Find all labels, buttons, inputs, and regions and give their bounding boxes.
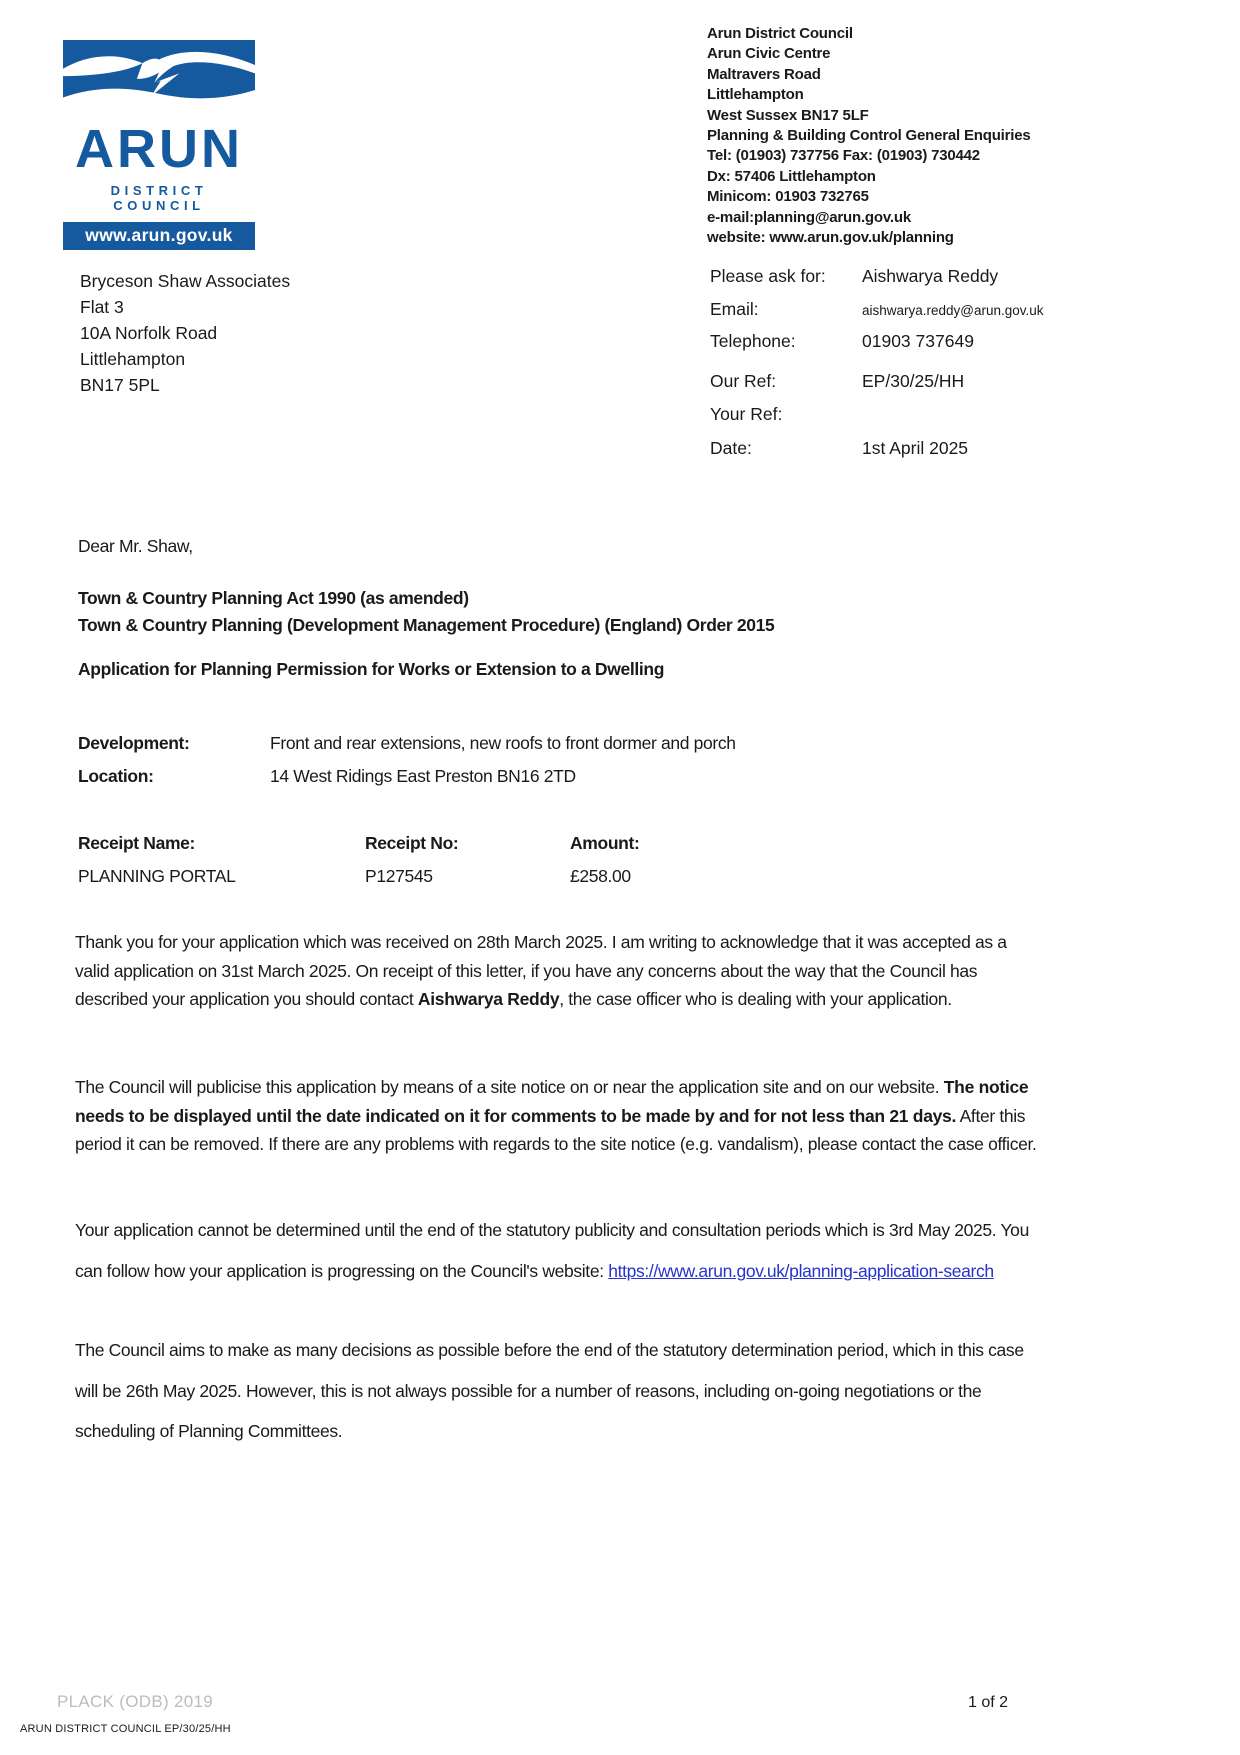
document-reference: ARUN DISTRICT COUNCIL EP/30/25/HH [20, 1723, 231, 1735]
case-officer-name: Aishwarya Reddy [862, 266, 999, 286]
case-officer-name-bold: Aishwarya Reddy [417, 989, 560, 1009]
logo-wordmark: ARUN [75, 119, 243, 179]
planning-application-search-link[interactable]: https://www.arun.gov.uk/planning-application-search [608, 1260, 994, 1281]
subject-heading: Application for Planning Permission for Works or Extension to a Dwelling [78, 659, 665, 679]
act-heading-line1: Town & Country Planning Act 1990 (as amended) [78, 588, 469, 608]
paragraph-consultation [75, 1210, 1043, 1291]
please-ask-for-label: Please ask for: [710, 266, 826, 286]
paragraph-text: After this period it can be removed. If there are any problems with regards to the site notice (e.g. vandalism), please contact the case officer. [75, 1105, 1037, 1154]
paragraph-text: , the case officer who is dealing with your application. [559, 989, 952, 1009]
date-row [710, 438, 1190, 459]
salutation: Dear Mr. Shaw, [78, 536, 193, 556]
receipt-amount-header: Amount: [570, 833, 640, 853]
your-ref-row [710, 404, 1190, 425]
email-label: Email: [710, 299, 759, 319]
telephone-label: Telephone: [710, 331, 796, 351]
paragraph-site-notice [75, 1073, 1043, 1159]
email-value: aishwarya.reddy@arun.gov.uk [862, 303, 1044, 318]
form-code: PLACK (ODB) 2019 [57, 1692, 213, 1711]
recipient-address-line: BN17 5PL [80, 375, 160, 395]
council-address-line: Arun Civic Centre [707, 45, 831, 63]
council-address-line: Tel: (01903) 737756 Fax: (01903) 730442 [707, 147, 980, 165]
date-label: Date: [710, 438, 752, 458]
development-row [78, 733, 1058, 754]
recipient-address-line: Bryceson Shaw Associates [80, 271, 291, 291]
your-ref-label: Your Ref: [710, 404, 783, 424]
council-address-line: Littlehampton [707, 86, 804, 104]
council-logo [63, 40, 255, 250]
receipt-name-value: PLANNING PORTAL [78, 866, 236, 886]
please-ask-for-row [710, 266, 1190, 287]
paragraph-determination: The Council aims to make as many decisions as possible before the end of the statutory determination period, which in this case will be 26th May 2025. However, this is not always possible for a number of reasons, including on-going negotiations or the scheduling of Planning Committees. [75, 1340, 1024, 1441]
seagull-wave-icon [63, 40, 255, 116]
receipt-name-header: Receipt Name: [78, 833, 196, 853]
council-address-line: Planning & Building Control General Enquiries [707, 127, 1031, 145]
location-label: Location: [78, 766, 154, 786]
recipient-address-block [80, 268, 290, 398]
act-heading [78, 585, 1058, 639]
act-heading-line2: Town & Country Planning (Development Management Procedure) (England) Order 2015 [78, 615, 775, 635]
date-value: 1st April 2025 [862, 438, 969, 458]
paragraph-text: Your application cannot be determined until the end of the statutory publicity and consultation periods which is 3rd May 2025. You can follow how your application is progressing on the Council's website: [75, 1220, 1029, 1281]
email-row [710, 299, 1190, 320]
location-row [78, 766, 1058, 787]
page-number: 1 of 2 [968, 1694, 1009, 1711]
council-address-line: Dx: 57406 Littlehampton [707, 167, 876, 185]
council-address-line: e-mail:planning@arun.gov.uk [707, 208, 911, 226]
recipient-address-line: 10A Norfolk Road [80, 323, 218, 343]
receipt-no-header: Receipt No: [365, 833, 459, 853]
our-ref-row [710, 371, 1190, 392]
council-address-line: West Sussex BN17 5LF [707, 106, 869, 124]
notice-requirement-bold: The notice needs to be displayed until the date indicated on it for comments to be made by and for not less than 21 days. [75, 1077, 1029, 1126]
our-ref-label: Our Ref: [710, 371, 777, 391]
receipt-amount-value: £258.00 [570, 866, 631, 886]
location-value: 14 West Ridings East Preston BN16 2TD [270, 766, 576, 786]
development-label: Development: [78, 733, 190, 753]
council-address-block [707, 24, 1177, 248]
telephone-value: 01903 737649 [862, 331, 974, 351]
council-address-line: Maltravers Road [707, 65, 821, 83]
receipt-no-value: P127545 [365, 866, 433, 886]
council-address-line: Minicom: 01903 732765 [707, 188, 869, 206]
telephone-row [710, 331, 1190, 352]
paragraph-acknowledgement [75, 928, 1043, 1014]
council-address-line: Arun District Council [707, 25, 853, 42]
logo-subtitle: DISTRICT COUNCIL [110, 183, 208, 213]
paragraph-text: Thank you for your application which was received on 28th March 2025. I am writing to acknowledge that it was accepted as a valid application on 31st March 2025. On receipt of this letter, if you have any concerns about the way that the Council has described your application you should contact [75, 932, 1007, 1009]
council-address-line: website: www.arun.gov.uk/planning [707, 229, 954, 247]
our-ref-value: EP/30/25/HH [862, 371, 965, 391]
logo-website-bar: www.arun.gov.uk [63, 222, 255, 250]
paragraph-text: The Council will publicise this application by means of a site notice on or near the application site and on our website. [75, 1077, 944, 1097]
recipient-address-line: Littlehampton [80, 349, 186, 369]
recipient-address-line: Flat 3 [80, 297, 124, 317]
development-value: Front and rear extensions, new roofs to front dormer and porch [270, 733, 736, 753]
